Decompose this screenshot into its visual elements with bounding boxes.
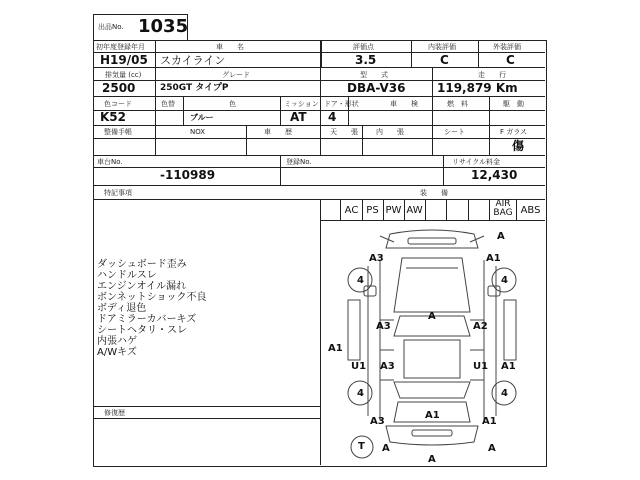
chassis-value: -110989 (160, 168, 216, 182)
note-line: シートヘタリ・スレ (97, 325, 187, 336)
car-name-value: スカイライン (160, 54, 226, 67)
color-label: 色 (229, 100, 236, 108)
damage-right-rear-u: U1 (473, 361, 489, 372)
note-line: ボディ退色 (97, 303, 147, 314)
exterior-value: C (506, 53, 515, 67)
history-label: 車 歴 (264, 128, 292, 136)
score-value: 3.5 (355, 53, 377, 67)
damage-rear-right: A1 (482, 416, 497, 427)
fuel-label: 燃 料 (447, 100, 468, 108)
note-line: ボンネットショック不良 (97, 292, 207, 303)
lot-number: 1035 (138, 16, 189, 37)
damage-rear-bottom-mid: A (428, 454, 436, 465)
lot-number-box (93, 14, 188, 41)
grade-value: 250GT タイプP (160, 83, 229, 93)
note-line: ドアミラーカバーキズ (97, 314, 197, 325)
damage-left-rear-door: A3 (380, 361, 395, 372)
damage-hood: A (428, 311, 436, 322)
year-value: H19/05 (100, 53, 148, 67)
note-line: ダッシュボード歪み (97, 259, 187, 270)
glass-label: F ガラス (500, 128, 528, 136)
car-diagram (320, 220, 545, 465)
damage-rear-bottom-right: A (488, 443, 496, 454)
damage-left-front-door: A3 (376, 321, 391, 332)
recycle-label: リサイクル料金 (452, 158, 501, 166)
chassis-label: 車台No. (97, 158, 123, 166)
notes-label: 特記事項 (104, 189, 132, 197)
tire-rear-right: 4 (501, 388, 508, 399)
exterior-label: 外装評価 (493, 43, 521, 51)
equipment-airbag: AIR BAG (493, 199, 513, 218)
notes-list (97, 259, 207, 358)
repair-label: 修復歴 (104, 409, 125, 417)
transmission-value: AT (290, 110, 307, 124)
inspection-label: 車 検 (390, 100, 418, 108)
transmission-label: ミッション (284, 100, 319, 108)
nox-label: NOX (190, 128, 206, 136)
damage-rear-left: A3 (370, 416, 385, 427)
score-label: 評価点 (353, 43, 374, 51)
tire-front-right: 4 (501, 275, 508, 286)
doors-label: ドア・形状 (324, 100, 359, 108)
glass-value: 傷 (512, 139, 525, 153)
note-line: A/Wキズ (97, 347, 137, 358)
damage-left-outer: A1 (328, 343, 343, 354)
interior-trim-label: 内 張 (376, 128, 404, 136)
damage-front-top: A (497, 231, 505, 242)
car-name-label: 車 名 (216, 43, 244, 51)
damage-front-left: A3 (369, 253, 384, 264)
equipment-ps: PS (366, 205, 379, 216)
registration-label: 登録No. (286, 158, 312, 166)
damage-trunk: A1 (425, 410, 440, 421)
color-code-value: K52 (100, 110, 126, 124)
doors-value: 4 (328, 110, 337, 124)
note-line: ハンドルスレ (97, 270, 157, 281)
damage-front-right: A1 (486, 253, 501, 264)
equipment-ac: AC (344, 205, 359, 216)
tire-rear-left: 4 (357, 388, 364, 399)
spare-tire-letter: T (358, 441, 365, 452)
damage-right-front-door: A2 (473, 321, 488, 332)
equipment-label: 装 備 (420, 189, 448, 197)
color-value: ブルー (190, 113, 214, 122)
equipment-aw: AW (406, 205, 423, 216)
mileage-label: 走 行 (478, 71, 506, 79)
damage-rear-bottom-left: A (382, 443, 390, 454)
equipment-pw: PW (385, 205, 402, 216)
damage-right-rear-door: A1 (501, 361, 516, 372)
drive-label: 駆 動 (503, 100, 524, 108)
note-line: 内張ハゲ (97, 336, 137, 347)
equipment-abs: ABS (520, 205, 541, 216)
damage-left-rear-u: U1 (351, 361, 367, 372)
recycle-value: 12,430 (471, 168, 518, 182)
year-label: 初年度登録年月 (96, 43, 145, 51)
color-code-label: 色コード (104, 100, 132, 108)
lot-number-label: 出品No. (98, 23, 124, 31)
interior-value: C (440, 53, 449, 67)
mileage-value: 119,879 Km (437, 81, 518, 95)
grade-label: グレード (222, 71, 250, 79)
model-value: DBA-V36 (347, 81, 406, 95)
note-line: エンジンオイル漏れ (97, 281, 186, 292)
model-label: 型 式 (360, 71, 388, 79)
displacement-label: 排気量 (cc) (105, 71, 142, 79)
color-tone-label: 色替 (161, 100, 175, 108)
tire-front-left: 4 (357, 275, 364, 286)
interior-label: 内装評価 (428, 43, 456, 51)
seat-label: シート (444, 128, 465, 136)
manual-label: 整備手帳 (104, 128, 132, 136)
displacement-value: 2500 (102, 81, 136, 95)
roof-label: 天 張 (330, 128, 358, 136)
